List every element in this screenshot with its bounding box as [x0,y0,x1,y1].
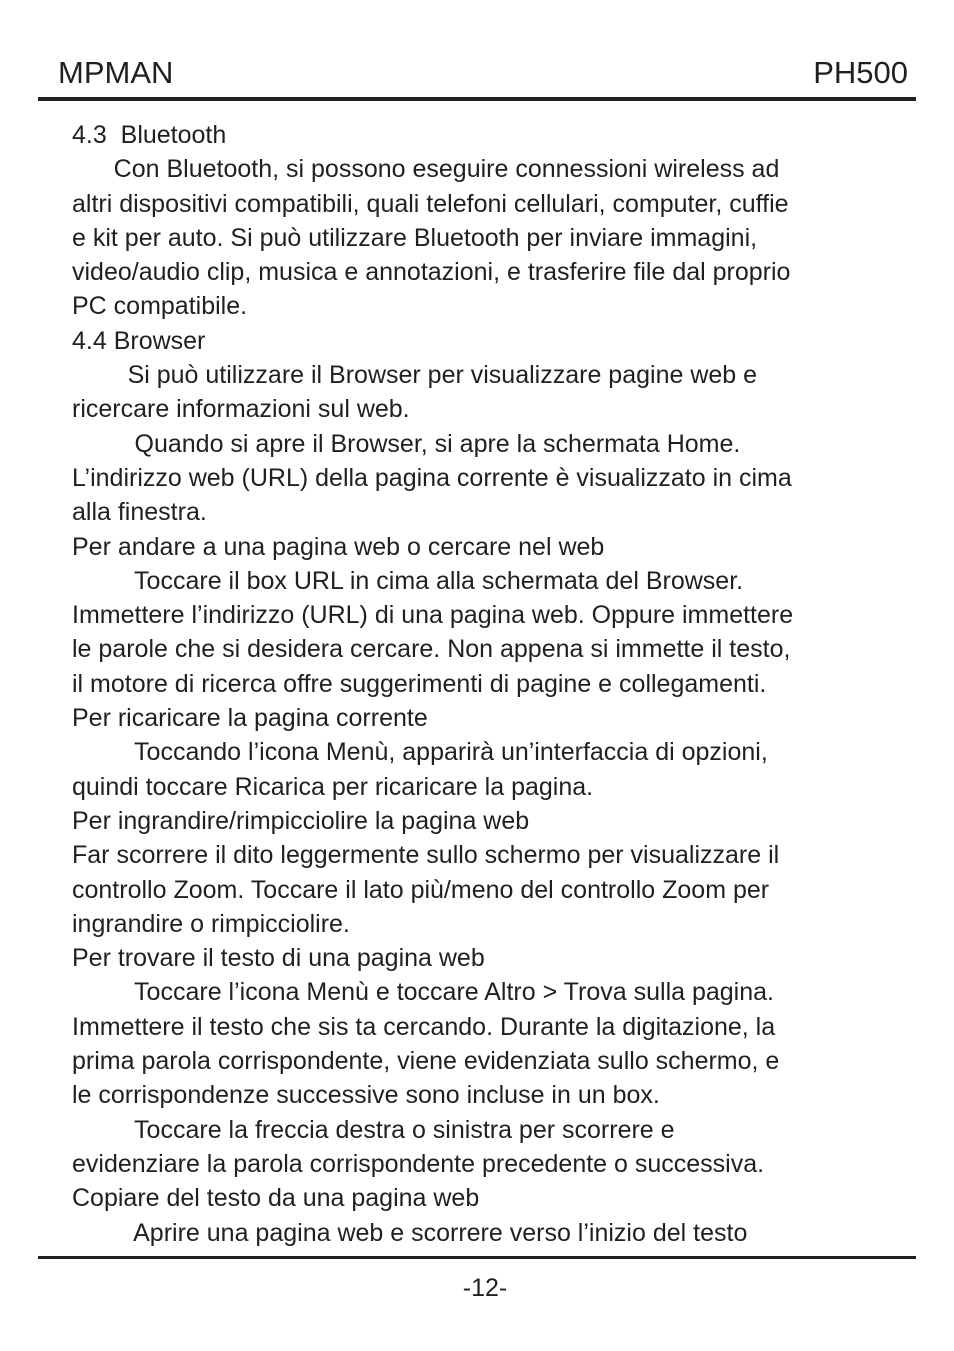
text-line: Toccare l’icona Menù e toccare Altro > Trova sulla pagina. [72,978,774,1007]
text-line: altri dispositivi compatibili, quali telefoni cellulari, computer, cuffie [72,189,789,218]
text-line: le corrispondenze successive sono incluse in un box. [72,1081,660,1110]
text-line: controllo Zoom. Toccare il lato più/meno del controllo Zoom per [72,875,770,904]
subheading: Per ingrandire/rimpicciolire la pagina web [72,806,530,835]
text-line: alla finestra. [72,498,207,527]
text-line: Quando si apre il Browser, si apre la schermata Home. [72,429,741,458]
text-line: evidenziare la parola corrispondente precedente o successiva. [72,1149,765,1178]
subheading: Per ricaricare la pagina corrente [72,704,428,733]
text-line: ricercare informazioni sul web. [72,395,410,424]
body-text [72,118,892,1250]
text-line: prima parola corrispondente, viene evidenziata sullo schermo, e [72,1047,780,1076]
page-number: -12- [462,1274,508,1302]
subheading: Copiare del testo da una pagina web [72,1184,480,1213]
footer-divider [38,1256,916,1259]
text-line: Immettere il testo che sis ta cercando. Durante la digitazione, la [72,1012,776,1041]
subheading: Per andare a una pagina web o cercare nel web [72,532,605,561]
text-line: ingrandire o rimpicciolire. [72,909,350,938]
text-line: PC compatibile. [72,292,248,321]
text-line: il motore di ricerca offre suggerimenti di pagine e collegamenti. [72,669,767,698]
text-line: Immettere l’indirizzo (URL) di una pagina web. Oppure immettere [72,601,794,630]
text-line: L’indirizzo web (URL) della pagina corrente è visualizzato in cima [72,463,792,492]
header-divider [38,97,916,101]
text-line: Toccando l’icona Menù, apparirà un’interfaccia di opzioni, [72,738,768,767]
section-heading-browser: 4.4 Browser [72,326,206,355]
text-line: quindi toccare Ricarica per ricaricare la pagina. [72,772,594,801]
text-line: video/audio clip, musica e annotazioni, e trasferire file dal proprio [72,258,791,287]
text-line: Aprire una pagina web e scorrere verso l’inizio del testo [72,1218,748,1247]
brand-name: MPMAN [58,55,174,90]
text-line: le parole che si desidera cercare. Non appena si immette il testo, [72,635,791,664]
page-header [38,50,916,100]
text-line: Con Bluetooth, si possono eseguire connessioni wireless ad [72,155,780,184]
section-heading-bluetooth: 4.3 Bluetooth [72,121,227,149]
subheading: Per trovare il testo di una pagina web [72,944,485,973]
text-line: Toccare la freccia destra o sinistra per scorrere e [72,1115,675,1144]
text-line: Far scorrere il dito leggermente sullo schermo per visualizzare il [72,841,780,870]
model-name: PH500 [813,55,908,90]
text-line: Toccare il box URL in cima alla schermata del Browser. [72,566,744,595]
text-line: Si può utilizzare il Browser per visualizzare pagine web e [72,361,758,390]
text-line: e kit per auto. Si può utilizzare Bluetooth per inviare immagini, [72,223,758,252]
